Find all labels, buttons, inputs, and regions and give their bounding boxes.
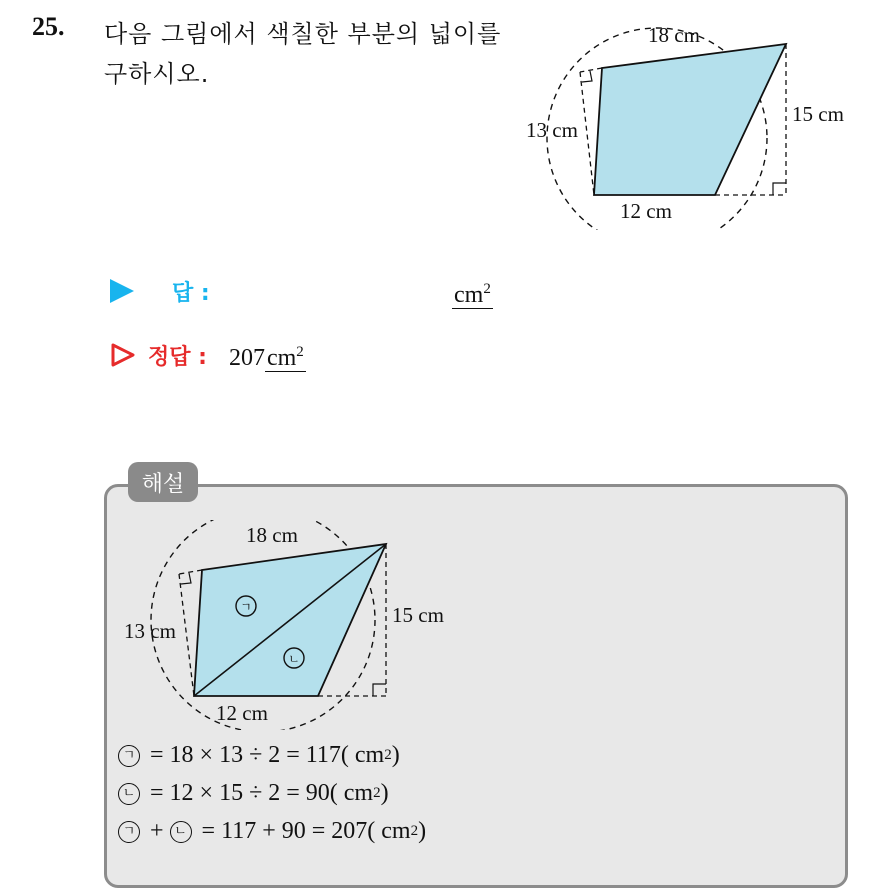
label-top: 18 cm (648, 23, 700, 47)
label-top: 18 cm (246, 523, 298, 547)
region-a-symbol: ㄱ (118, 745, 140, 767)
solution-figure (116, 520, 476, 730)
dashed-left-side (179, 570, 202, 574)
dashed-left-side (580, 68, 602, 72)
question-figure (520, 20, 860, 230)
label-left: 13 cm (124, 619, 176, 643)
label-bottom: 12 cm (620, 199, 672, 223)
right-angle-mark-left (181, 573, 191, 584)
correct-label: 정답 : (148, 344, 207, 370)
region-b-symbol: ㄴ (170, 821, 192, 843)
outline-triangle-icon (110, 342, 136, 368)
svg-text:ㄱ: ㄱ (240, 600, 252, 614)
right-angle-mark-right (373, 684, 386, 696)
solution-line-2: ㄴ = 12 × 15 ÷ 2 = 90( cm 2 ) (118, 780, 389, 807)
question-text: 다음 그림에서 색칠한 부분의 넓이를 구하시오. (104, 20, 502, 88)
solution-line-1: ㄱ = 18 × 13 ÷ 2 = 117( cm 2 ) (118, 742, 400, 769)
dashed-left-height (580, 72, 594, 195)
correct-value: $207cm^2$ (228, 343, 304, 371)
solution-tag: 해설 (128, 462, 198, 502)
shaded-quadrilateral (594, 44, 786, 195)
region-a-symbol: ㄱ (118, 821, 140, 843)
region-b-symbol: ㄴ (118, 783, 140, 805)
play-triangle-icon (110, 279, 134, 303)
right-angle-mark-right (773, 183, 786, 195)
correct-row (110, 338, 306, 372)
answer-label: 답 : (172, 280, 210, 306)
label-bottom: 12 cm (216, 701, 268, 725)
answer-row (110, 274, 210, 308)
right-angle-mark-left (582, 71, 592, 82)
label-right: 15 cm (392, 603, 444, 627)
svg-text:ㄴ: ㄴ (288, 652, 300, 666)
answer-unit: $cm^2$ (452, 276, 493, 309)
solution-line-3: ㄱ + ㄴ = 117 + 90 = 207( cm 2 ) (118, 818, 426, 845)
label-right: 15 cm (792, 102, 844, 126)
dashed-left-height (179, 574, 194, 696)
label-left: 13 cm (526, 118, 578, 142)
question-number: 25. (32, 12, 65, 41)
